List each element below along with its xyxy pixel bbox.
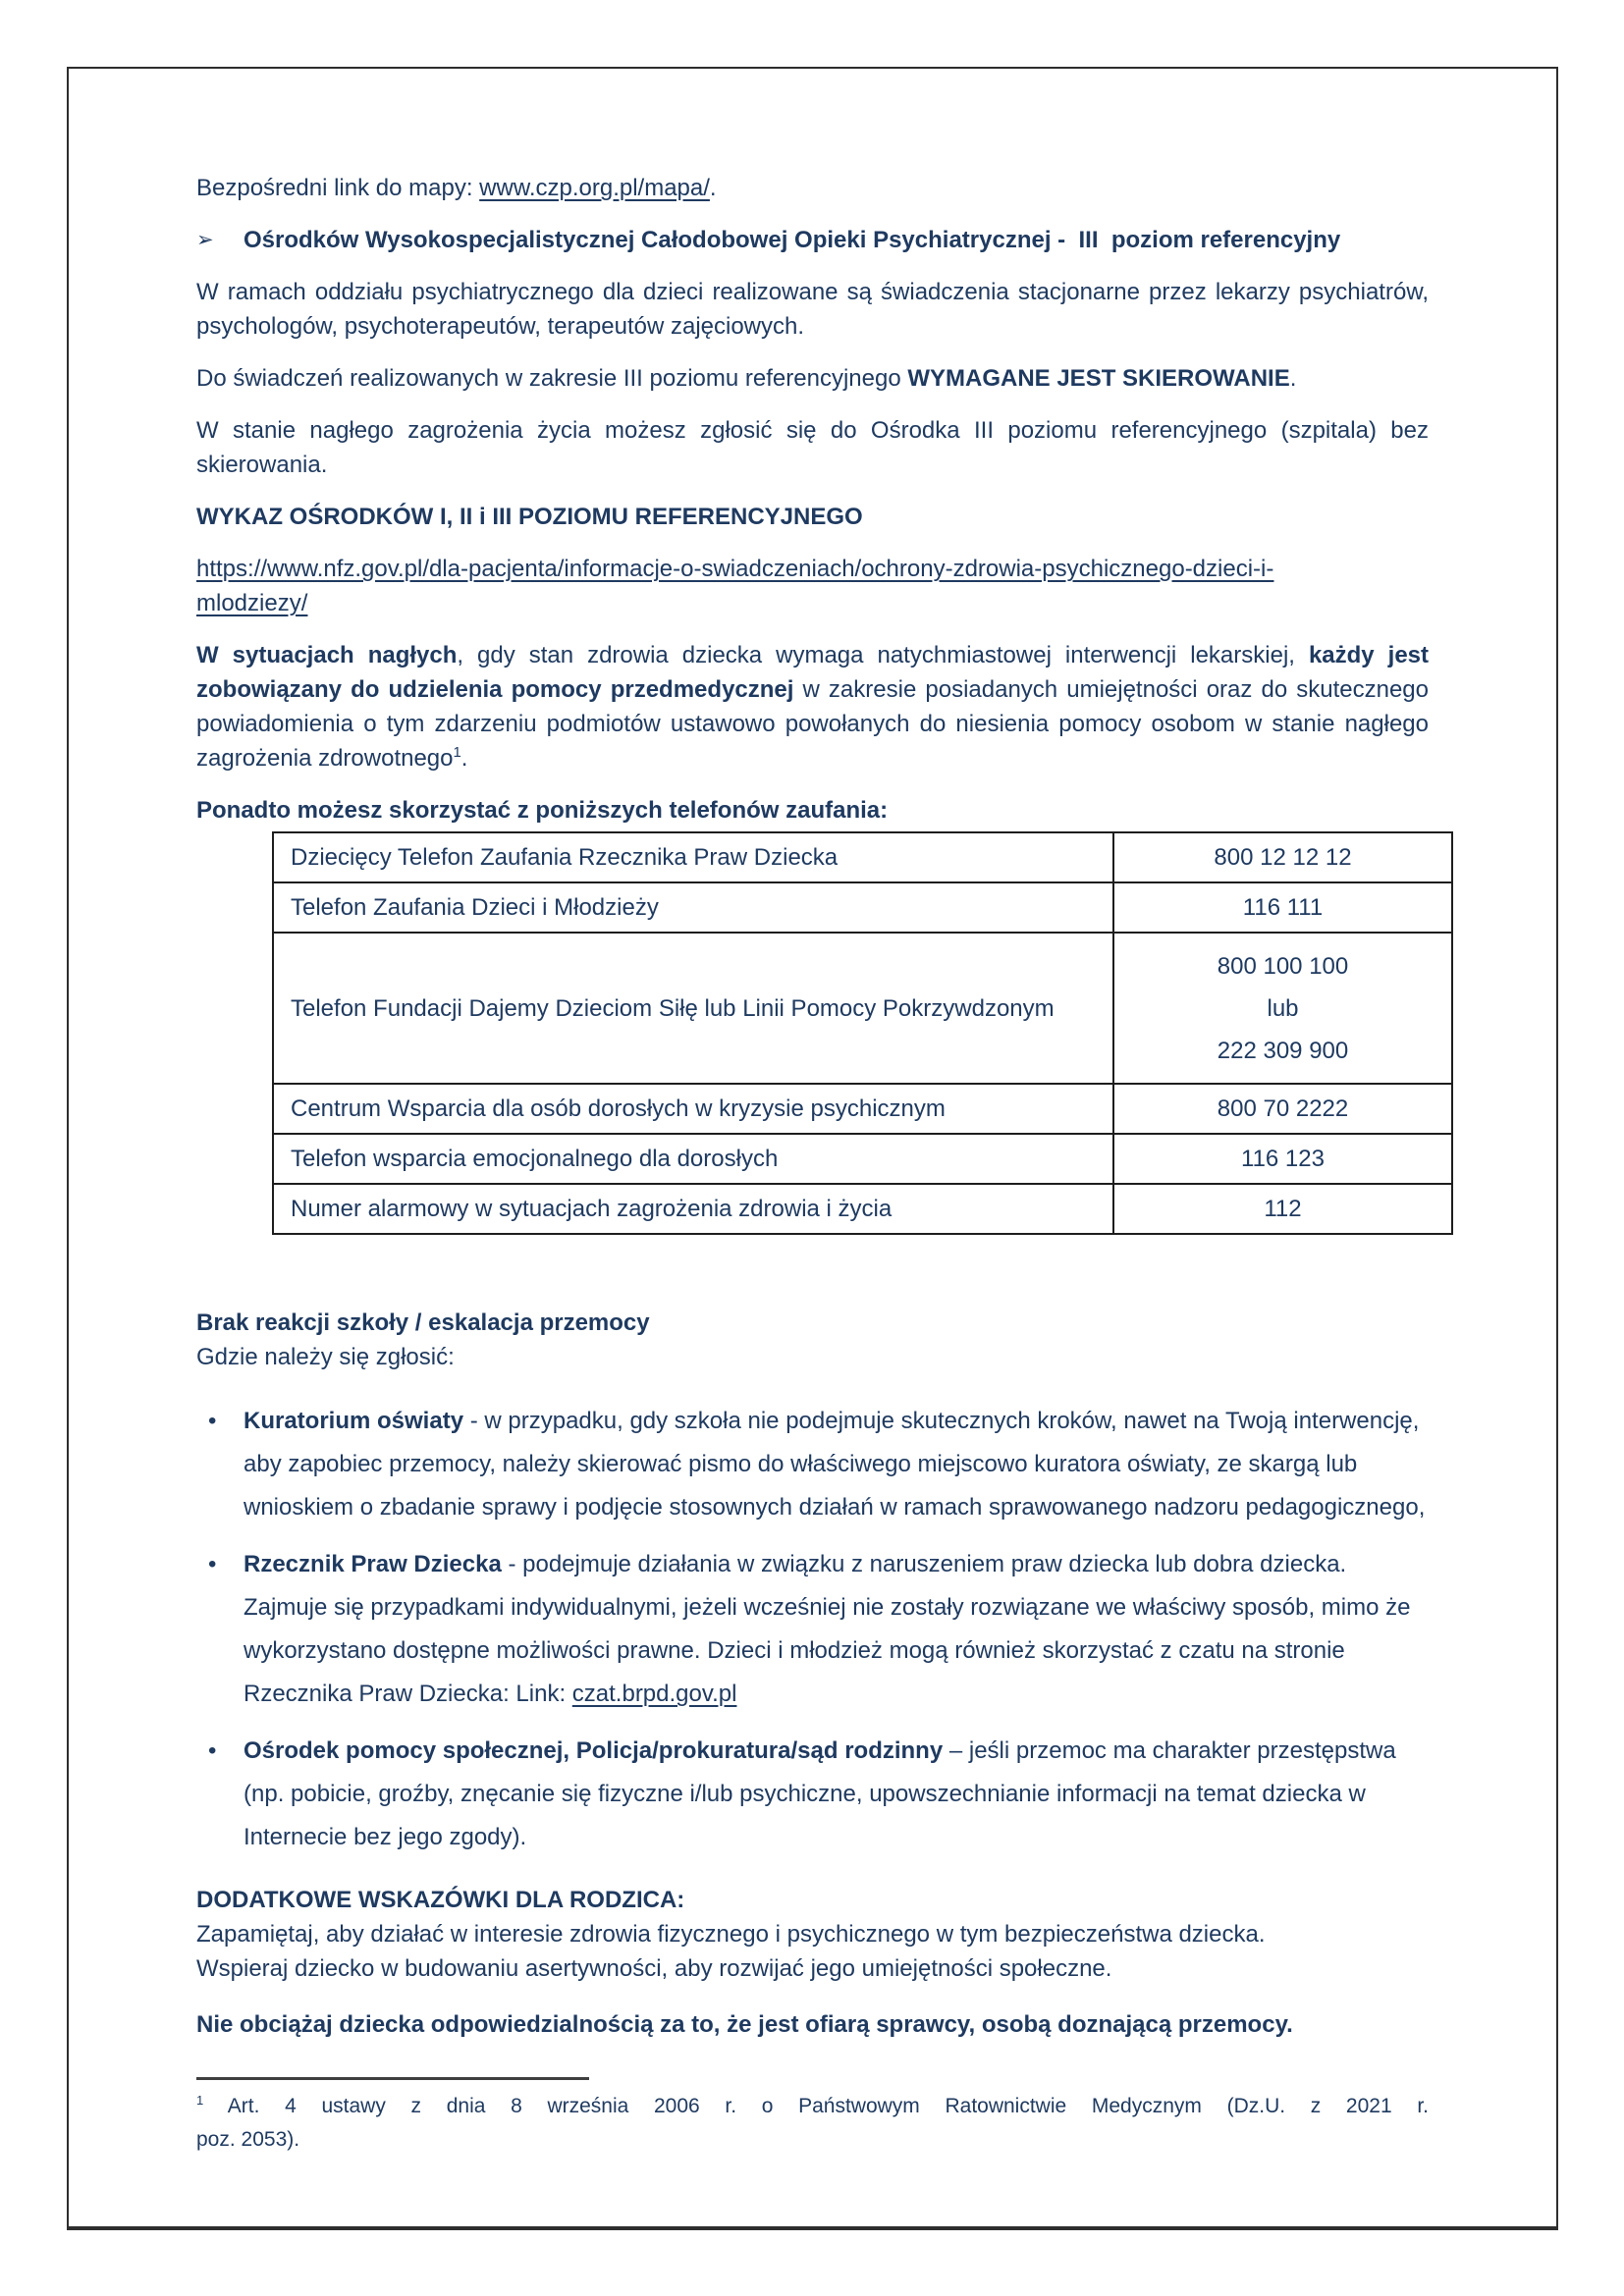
footnote-marker: 1 bbox=[196, 2093, 204, 2108]
helpline-number-cell bbox=[1113, 933, 1452, 1084]
czat-brpd-link[interactable]: czat.brpd.gov.pl bbox=[571, 1681, 737, 1707]
footnote-line1 bbox=[196, 2090, 1429, 2123]
bullet-bold-label: Kuratorium oświaty bbox=[244, 1408, 464, 1434]
sytuacje-text2: w zakresie posiadanych umiejętności oraz do skutecznego powiadomienia o tym zdarzeniu podmiotów ustawowo powołanych do niesienia pomocy osobom w stanie nagłego zagrożenia zdrowotnego bbox=[196, 676, 1430, 772]
heading-brak-reakcji: Brak reakcji szkoły / eskalacja przemocy bbox=[196, 1309, 650, 1336]
footnote bbox=[196, 2090, 1429, 2157]
footnote-text: Art. 4 ustawy z dnia 8 września 2006 r. o Państwowym Ratownictwie Medycznym (Dz.U. z 2021 r. bbox=[227, 2095, 1429, 2117]
helpline-number-cell: 116 123 bbox=[1113, 1134, 1452, 1184]
page-border-frame bbox=[67, 67, 1558, 2230]
map-link-prefix: Bezpośredni link do mapy: bbox=[196, 175, 480, 201]
helpline-number-stack bbox=[1118, 949, 1447, 1068]
bullet-bold-label: Ośrodek pomocy społecznej, Policja/prokuratura/sąd rodzinny bbox=[244, 1737, 944, 1764]
helpline-name-cell: Centrum Wsparcia dla osób dorosłych w kryzysie psychicznym bbox=[273, 1084, 1113, 1134]
para-skierowanie-bold: WYMAGANE JEST SKIEROWANIE bbox=[907, 365, 1290, 392]
helpline-table bbox=[272, 831, 1453, 1235]
nfz-link[interactable] bbox=[196, 552, 1429, 620]
tip-line: Wspieraj dziecko w budowaniu asertywności, aby rozwijać jego umiejętności społeczne. bbox=[196, 1955, 1112, 1982]
helpline-name-cell: Telefon Fundacji Dajemy Dzieciom Siłę lub Linii Pomocy Pokrzywdzonym bbox=[273, 933, 1113, 1084]
para-nagle-zagrozenie: W stanie nagłego zagrożenia życia możesz zgłosić się do Ośrodka III poziomu referencyjnego (szpitala) bez skierowania. bbox=[196, 417, 1429, 478]
bullet-text: - w przypadku, gdy szkoła nie podejmuje skutecznych kroków, nawet na Twoją interwencję, aby zapobiec przemocy, należy skierować pismo do właściwego miejscowo kuratora oświaty, ze skargą lub wnioskiem o zbadanie sprawy i podjęcie stosownych działań w ramach sprawowanego nadzoru pedagogicznego, bbox=[244, 1408, 1426, 1521]
table-row bbox=[273, 1084, 1452, 1134]
subheading-gdzie: Gdzie należy się zgłosić: bbox=[196, 1344, 455, 1370]
arrow-list-item bbox=[196, 223, 1429, 257]
arrowhead-bullet-icon: ➢ bbox=[196, 229, 214, 251]
bullet-text: – jeśli przemoc ma charakter przestępstwa (np. pobicie, groźby, znęcanie się fizyczne i/lub psychiczne, upowszechnianie informacji na temat dziecka w Internecie bez jego zgody). bbox=[244, 1737, 1396, 1850]
nfz-link-paragraph bbox=[196, 552, 1429, 620]
sytuacje-bold1: W sytuacjach nagłych bbox=[196, 642, 458, 668]
nfz-link-line1[interactable]: https://www.nfz.gov.pl/dla-pacjenta/informacje-o-swiadczeniach/ochrony-zdrowia-psychicznego-dzieci-i- bbox=[196, 556, 1274, 582]
para-skierowanie-suffix: . bbox=[1289, 365, 1297, 392]
para-skierowanie bbox=[196, 361, 1429, 396]
heading-wykaz: WYKAZ OŚRODKÓW I, II i III POZIOMU REFERENCYJNEGO bbox=[196, 504, 863, 530]
para-sytuacje-nagle bbox=[196, 638, 1429, 775]
map-link-suffix: . bbox=[709, 175, 717, 201]
sytuacje-bold2: każdy jest zobowiązany do udzielenia pomocy przedmedycznej bbox=[196, 642, 1429, 703]
sytuacje-text1: , gdy stan zdrowia dziecka wymaga natychmiastowej interwencji lekarskiej, bbox=[457, 642, 1309, 668]
footnote-separator bbox=[196, 2077, 589, 2080]
para-oddzial: W ramach oddziału psychiatrycznego dla dzieci realizowane są świadczenia stacjonarne przez lekarzy psychiatrów, psychologów, psychoterapeutów, terapeutów zajęciowych. bbox=[196, 279, 1429, 340]
list-item-rzecznik bbox=[196, 1543, 1429, 1716]
arrow-item-label: Ośrodków Wysokospecjalistycznej Całodobowej Opieki Psychiatrycznej - III poziom referencyjny bbox=[244, 227, 1341, 253]
helpline-number-cell: 800 12 12 12 bbox=[1113, 832, 1452, 882]
helpline-number-separator: lub bbox=[1267, 994, 1299, 1022]
table-row bbox=[273, 933, 1452, 1084]
helpline-name-cell: Telefon Zaufania Dzieci i Młodzieży bbox=[273, 882, 1113, 933]
helpline-name-cell: Numer alarmowy w sytuacjach zagrożenia zdrowia i życia bbox=[273, 1184, 1113, 1234]
where-to-report-list bbox=[196, 1400, 1429, 1859]
table-row bbox=[273, 1184, 1452, 1234]
footnote-line2: poz. 2053). bbox=[196, 2128, 300, 2151]
helpline-number: 222 309 900 bbox=[1217, 1037, 1349, 1064]
table-row bbox=[273, 832, 1452, 882]
map-link[interactable]: www.czp.org.pl/mapa/ bbox=[479, 175, 710, 201]
warning-statement: Nie obciążaj dziecka odpowiedzialnością za to, że jest ofiarą sprawcy, osobą doznającą przemocy. bbox=[196, 2011, 1293, 2038]
sytuacje-suffix: . bbox=[460, 745, 468, 772]
nfz-link-line2[interactable]: mlodziezy/ bbox=[196, 590, 308, 616]
bullet-text: - podejmuje działania w związku z naruszeniem praw dziecka lub dobra dziecka. Zajmuje się przypadkami indywidualnymi, jeżeli wcześniej nie zostały rozwiązane we właściwy sposób, mimo że wykorzystano dostępne możliwości prawne. Dzieci i młodzież mogą również skorzystać z czatu na stronie Rzecznika Praw Dziecka: Link: bbox=[244, 1551, 1411, 1707]
helpline-number-cell: 116 111 bbox=[1113, 882, 1452, 933]
table-row bbox=[273, 1134, 1452, 1184]
helpline-number-cell: 800 70 2222 bbox=[1113, 1084, 1452, 1134]
heading-telefony: Ponadto możesz skorzystać z poniższych telefonów zaufania: bbox=[196, 797, 889, 824]
list-item-kuratorium bbox=[196, 1400, 1429, 1529]
table-row bbox=[273, 882, 1452, 933]
footnote-reference: 1 bbox=[453, 745, 461, 761]
heading-dodatkowe-wskazowki: DODATKOWE WSKAZÓWKI DLA RODZICA: bbox=[196, 1887, 685, 1913]
bullet-bold-label: Rzecznik Praw Dziecka bbox=[244, 1551, 502, 1577]
para-skierowanie-text: Do świadczeń realizowanych w zakresie III poziomu referencyjnego bbox=[196, 365, 908, 392]
helpline-name-cell: Dziecięcy Telefon Zaufania Rzecznika Praw Dziecka bbox=[273, 832, 1113, 882]
helpline-number-cell: 112 bbox=[1113, 1184, 1452, 1234]
helpline-name-cell: Telefon wsparcia emocjonalnego dla dorosłych bbox=[273, 1134, 1113, 1184]
list-item-osrodek-pomocy bbox=[196, 1730, 1429, 1859]
tip-line: Zapamiętaj, aby działać w interesie zdrowia fizycznego i psychicznego w tym bezpieczeństwa dziecka. bbox=[196, 1921, 1266, 1948]
helpline-number: 800 100 100 bbox=[1217, 952, 1349, 980]
map-link-line bbox=[196, 171, 1429, 205]
